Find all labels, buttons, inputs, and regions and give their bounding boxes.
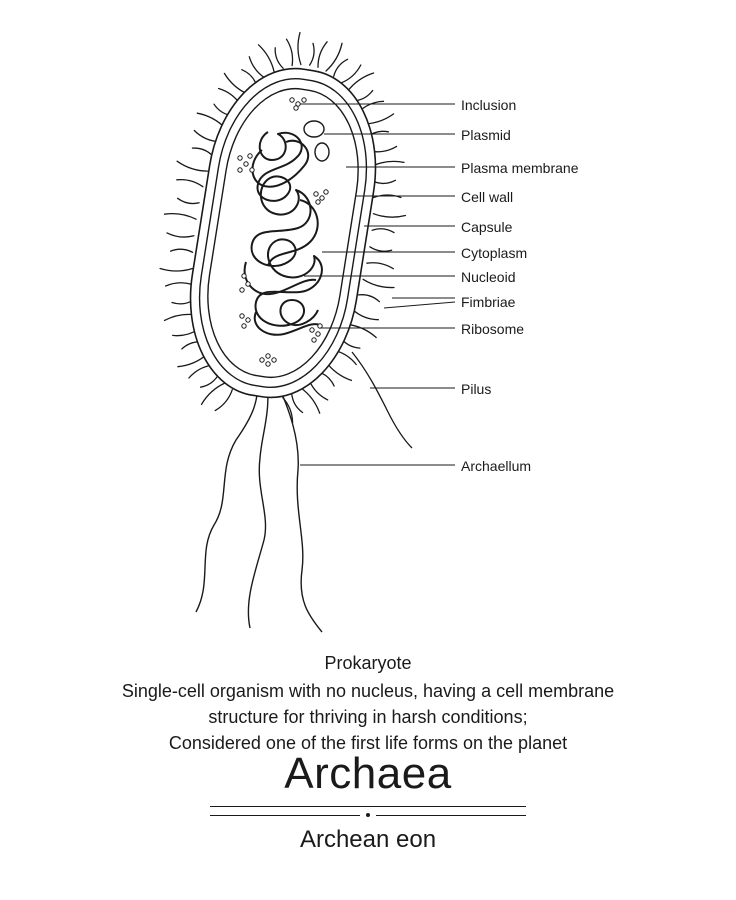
caption-category: Prokaryote <box>324 653 412 673</box>
fimbria-hair <box>374 180 396 183</box>
ribosome-granule <box>246 318 250 322</box>
fimbria-hair <box>363 279 394 287</box>
leader-fimbriae-2 <box>384 302 455 308</box>
label-capsule: Capsule <box>461 219 513 235</box>
ribosome-granule <box>312 338 316 342</box>
fimbria-hair <box>326 43 342 71</box>
caption-line-1: Single-cell organism with no nucleus, having a cell membrane <box>121 681 615 701</box>
fimbria-hair <box>372 161 404 166</box>
ribosome-granule <box>248 154 252 158</box>
label-pilus: Pilus <box>461 381 492 397</box>
label-nucleoid: Nucleoid <box>461 269 516 285</box>
fimbria-hair <box>165 214 197 220</box>
ribosome-granule <box>266 362 270 366</box>
pilus <box>352 352 412 448</box>
fimbria-hair <box>160 269 192 272</box>
label-archaellum: Archaellum <box>461 458 532 474</box>
title-rule-dot <box>366 813 370 817</box>
fimbria-hair <box>298 33 301 65</box>
caption-line-2: structure for thriving in harsh conditions; <box>208 707 528 727</box>
ribosome-granule <box>320 196 324 200</box>
fimbria-hair <box>334 59 348 76</box>
ribosome-granule <box>250 168 254 172</box>
label-ribosome: Ribosome <box>461 321 525 337</box>
ribosome-granule <box>310 328 314 332</box>
caption-era: Archean eon <box>299 826 437 853</box>
fimbria-hair <box>309 380 328 400</box>
fimbria-hair <box>215 390 232 411</box>
fimbria-hair <box>373 214 405 217</box>
ribosome-granule <box>238 168 242 172</box>
fimbria-hair <box>178 198 200 203</box>
ribosome-granule <box>316 200 320 204</box>
ribosome-granule <box>314 192 318 196</box>
label-inclusion: Inclusion <box>461 97 517 113</box>
ribosome-granule <box>240 288 244 292</box>
ribosome-granule <box>242 324 246 328</box>
fimbria-hair <box>192 148 213 156</box>
fimbria-hair <box>177 180 203 187</box>
ribosome-granule <box>242 274 246 278</box>
fimbria-hair <box>310 43 314 65</box>
ribosome-granule <box>240 314 244 318</box>
page-title: Archaea <box>284 749 452 798</box>
fimbria-hair <box>259 45 275 73</box>
fimbria-hair <box>201 375 219 388</box>
label-plasma-membrane: Plasma membrane <box>461 160 579 176</box>
ribosome-granule <box>244 162 248 166</box>
fimbria-hair <box>275 48 283 69</box>
title-rule-right <box>376 815 526 816</box>
fimbria-hair <box>171 249 193 252</box>
fimbria-hair <box>249 57 265 79</box>
ribosome-granule <box>272 358 276 362</box>
label-fimbriae: Fimbriae <box>461 294 516 310</box>
fimbria-hair <box>287 39 293 65</box>
ribosome-granule <box>324 190 328 194</box>
ribosome-granule <box>266 354 270 358</box>
fimbria-hair <box>347 73 373 91</box>
caption-line-3: Considered one of the first life forms on the planet <box>168 733 568 753</box>
fimbria-hair <box>166 283 193 286</box>
fimbria-hair <box>318 42 327 68</box>
archaellum-1 <box>196 372 258 612</box>
label-cytoplasm: Cytoplasm <box>461 245 528 261</box>
fimbria-hair <box>359 295 380 302</box>
fimbria-hair <box>167 233 194 237</box>
ribosome-granule <box>260 358 264 362</box>
archaellum-3 <box>274 376 322 632</box>
ribosome-granule <box>294 106 298 110</box>
fimbria-hair <box>367 263 393 269</box>
ribosome-granule <box>238 156 242 160</box>
label-cell-wall: Cell wall <box>461 189 514 205</box>
ribosome-granule <box>302 98 306 102</box>
fimbria-hair <box>177 161 207 171</box>
ribosome-granule <box>290 98 294 102</box>
title-rule-top <box>210 806 526 807</box>
fimbria-hair <box>353 310 378 320</box>
fimbria-hair <box>292 393 303 412</box>
fimbria-hair <box>347 324 376 337</box>
ribosome-granule <box>246 282 250 286</box>
fimbria-hair <box>372 229 394 233</box>
title-rule-left <box>210 815 360 816</box>
label-plasmid: Plasmid <box>461 127 511 143</box>
fimbria-hair <box>370 247 392 251</box>
ribosome-granule <box>316 332 320 336</box>
